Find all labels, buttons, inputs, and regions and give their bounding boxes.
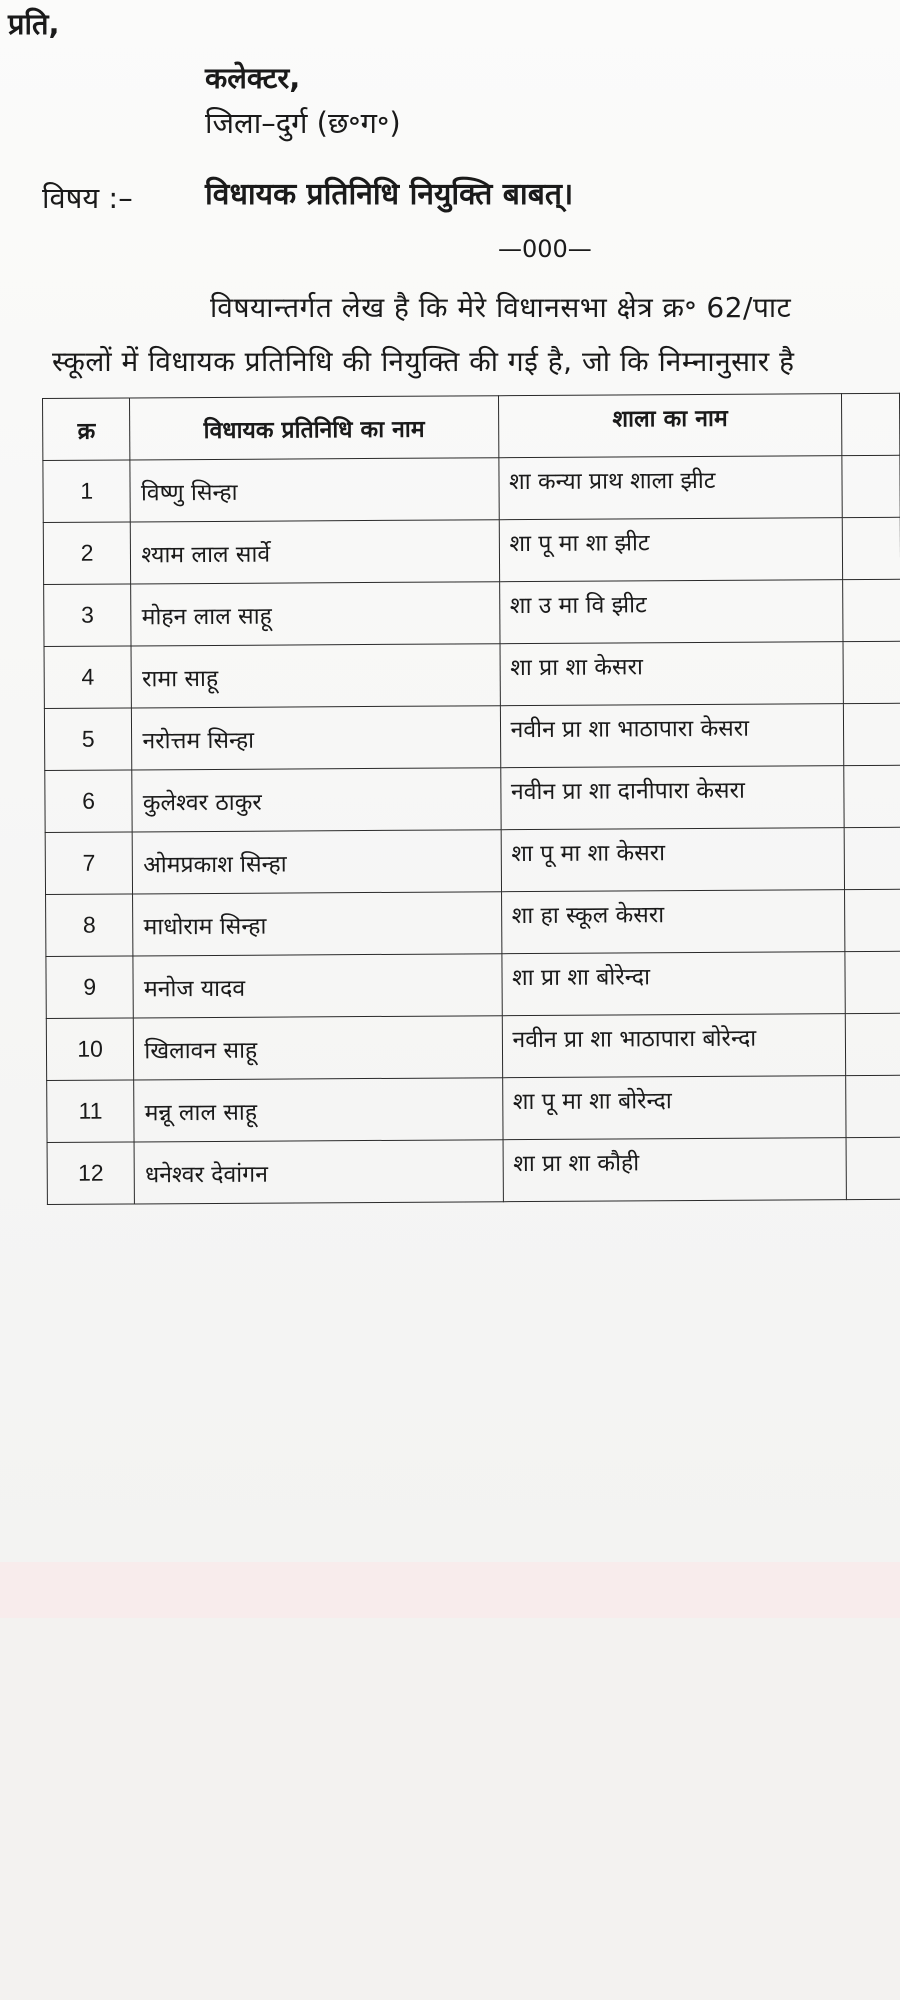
- row-serial: 5: [44, 708, 132, 771]
- row-school: नवीन प्रा शा भाठापारा बोरेन्दा: [502, 1014, 846, 1078]
- table-row: [46, 889, 900, 956]
- table-row: [44, 703, 900, 770]
- row-school: नवीन प्रा शा भाठापारा केसरा: [500, 704, 844, 768]
- row-name: धनेश्वर देवांगन: [134, 1140, 503, 1204]
- row-name: नरोत्तम सिन्हा: [132, 706, 501, 770]
- table-row: [43, 517, 900, 584]
- row-extra: [843, 579, 900, 641]
- row-extra: [843, 641, 900, 703]
- subject-label: विषय :–: [42, 181, 133, 215]
- addressee-title: कलेक्टर,: [205, 61, 301, 95]
- table-row: [45, 827, 900, 894]
- row-school: शा पू मा शा केसरा: [501, 828, 845, 892]
- table-row: [45, 765, 900, 832]
- table-row: [43, 455, 900, 522]
- row-extra: [846, 1075, 900, 1137]
- row-name: मोहन लाल साहू: [131, 582, 500, 646]
- row-serial: 9: [46, 956, 134, 1019]
- row-serial: 2: [43, 522, 131, 585]
- row-school: शा पू मा शा झीट: [499, 518, 843, 582]
- table-row: [47, 1137, 900, 1204]
- row-serial: 3: [44, 584, 132, 647]
- row-extra: [846, 1013, 900, 1075]
- row-extra: [842, 455, 900, 517]
- row-extra: [843, 517, 900, 579]
- header-school: शाला का नाम: [498, 394, 842, 458]
- row-serial: 7: [45, 832, 133, 895]
- row-serial: 11: [47, 1080, 135, 1143]
- header-name: विधायक प्रतिनिधि का नाम: [130, 396, 499, 460]
- row-extra: [845, 951, 900, 1013]
- representatives-table: [42, 393, 900, 1205]
- row-school: शा हा स्कूल केसरा: [501, 890, 845, 954]
- row-name: कुलेश्वर ठाकुर: [132, 768, 501, 832]
- header-extra: [842, 393, 900, 455]
- subject-text: विधायक प्रतिनिधि नियुक्ति बाबत्।: [205, 177, 574, 212]
- row-name: रामा साहू: [131, 644, 500, 708]
- row-school: शा कन्या प्राथ शाला झीट: [498, 456, 842, 520]
- row-extra: [846, 1137, 900, 1199]
- row-school: नवीन प्रा शा दानीपारा केसरा: [500, 766, 844, 830]
- row-name: विष्णु सिन्हा: [130, 458, 499, 522]
- row-extra: [844, 827, 900, 889]
- row-name: ओमप्रकाश सिन्हा: [132, 830, 501, 894]
- row-extra: [844, 703, 900, 765]
- table-row: [44, 641, 900, 708]
- table-row: [44, 579, 900, 646]
- row-name: मनोज यादव: [133, 954, 502, 1018]
- paragraph-line-2: स्कूलों में विधायक प्रतिनिधि की नियुक्ति की गई है, जो कि निम्नानुसार है: [52, 345, 795, 378]
- table-row: [46, 1013, 900, 1080]
- row-school: शा पू मा शा बोरेन्दा: [502, 1076, 846, 1140]
- row-serial: 12: [47, 1142, 135, 1205]
- table-row: [46, 951, 900, 1018]
- row-serial: 1: [43, 460, 131, 523]
- row-serial: 6: [45, 770, 133, 833]
- row-name: माधोराम सिन्हा: [133, 892, 502, 956]
- table-header-row: [43, 393, 900, 460]
- row-school: शा प्रा शा बोरेन्दा: [501, 952, 845, 1016]
- row-extra: [844, 765, 900, 827]
- row-school: शा प्रा शा कौही: [503, 1138, 847, 1202]
- row-name: खिलावन साहू: [134, 1016, 503, 1080]
- table-row: [47, 1075, 900, 1142]
- row-school: शा प्रा शा केसरा: [500, 642, 844, 706]
- row-school: शा उ मा वि झीट: [499, 580, 843, 644]
- row-name: मन्नू लाल साहू: [134, 1078, 503, 1142]
- viewer-divider-band: [0, 1562, 900, 1618]
- addressee-district: जिला–दुर्ग (छ॰ग॰): [205, 106, 401, 140]
- paragraph-line-1: विषयान्तर्गत लेख है कि मेरे विधानसभा क्षेत्र क्र॰ 62/पाट: [210, 291, 792, 324]
- salutation: प्रति,: [8, 7, 60, 41]
- row-serial: 4: [44, 646, 132, 709]
- header-serial: क्र: [43, 398, 131, 461]
- row-name: श्याम लाल सार्वे: [131, 520, 500, 584]
- row-serial: 10: [46, 1018, 134, 1081]
- separator: —000—: [498, 235, 592, 263]
- viewer-empty-area: [0, 1618, 900, 2000]
- row-extra: [845, 889, 900, 951]
- row-serial: 8: [46, 894, 134, 957]
